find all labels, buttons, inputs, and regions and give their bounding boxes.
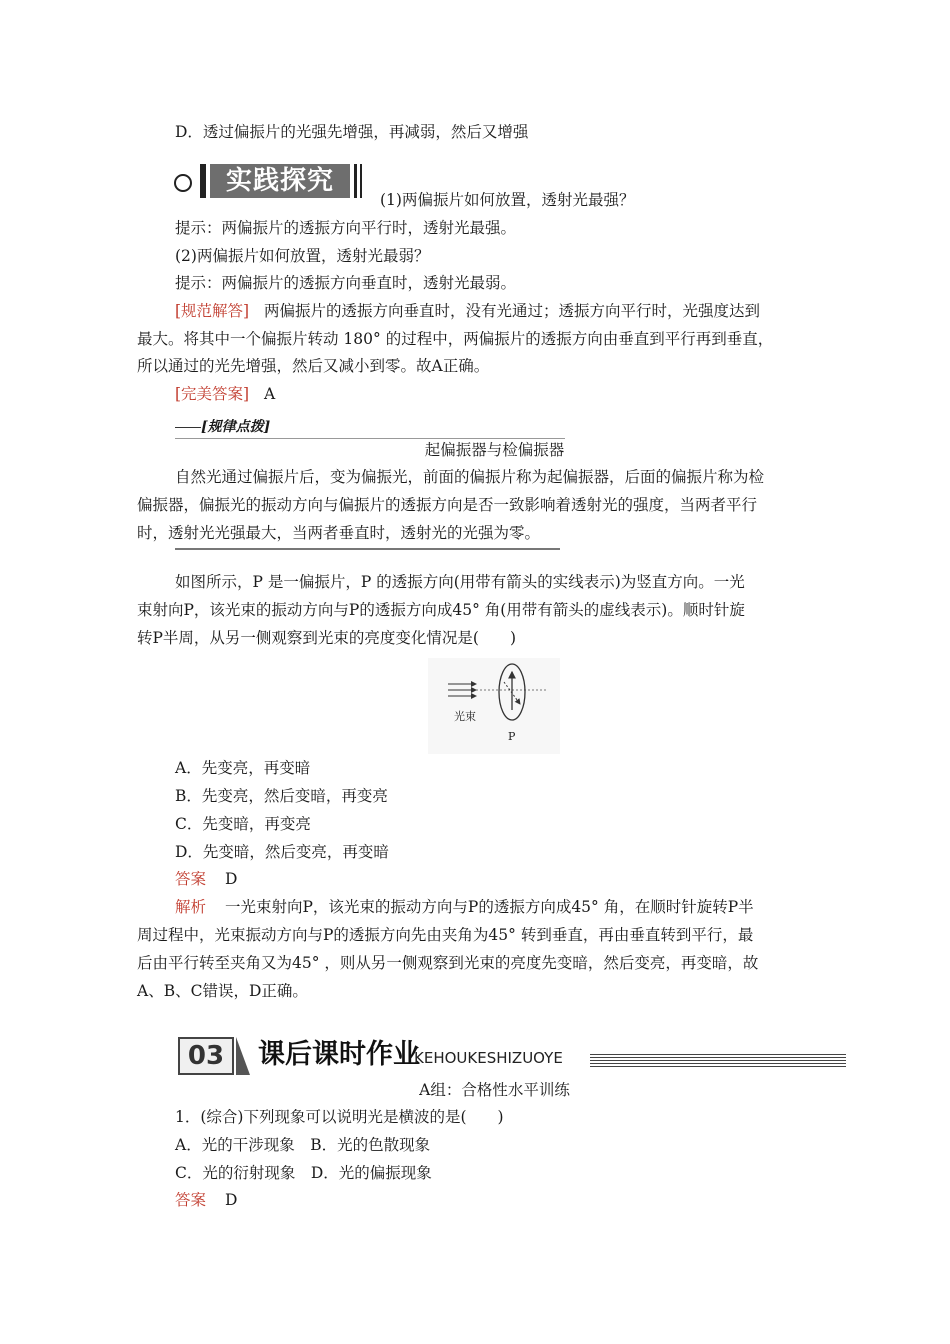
polarizer-diagram (428, 658, 560, 754)
header-underline (175, 438, 565, 439)
perfect-answer-tag: [完美答案] (175, 385, 250, 403)
group-a-q1: 1．(综合)下列现象可以说明光是横波的是( ) (175, 1108, 504, 1126)
group-a-options-cd: C．光的衍射现象 D．光的偏振现象 (175, 1164, 432, 1182)
answer-value: D (224, 1191, 238, 1209)
rule-box-bottom-line (175, 548, 560, 550)
question-answer (175, 869, 237, 889)
rule-box-line1: 自然光通过偏振片后，变为偏振光，前面的偏振片称为起偏振器，后面的偏振片称为检 (175, 468, 765, 486)
question-line2: 束射向P，该光束的振动方向与P的透振方向成45° 角(用带有箭头的虚线表示)。顺时针旋 (137, 601, 745, 619)
analysis-tag: 解析 (175, 898, 207, 916)
option-d-previous: D．透过偏振片的光强先增强，再减弱，然后又增强 (175, 123, 529, 141)
standard-answer-tag: [规范解答] (175, 302, 250, 320)
perfect-answer-value: A (264, 385, 276, 403)
polarizer-figure (428, 658, 560, 754)
section-number: 03 (178, 1037, 234, 1075)
standard-answer-line2: 最大。将其中一个偏振片转动 180° 的过程中，两偏振片的透振方向由垂直到平行再到垂直， (137, 330, 774, 348)
analysis-line3: 后由平行转至夹角又为45° ，则从另一侧观察到光束的亮度先变暗，然后变亮，再变暗，故 (137, 954, 759, 972)
banner-rules (590, 1054, 846, 1068)
banner-bar (360, 164, 362, 198)
option-b: B．先变亮，然后变暗，再变亮 (175, 787, 388, 805)
slash-decoration (236, 1037, 250, 1075)
group-a-title: A组：合格性水平训练 (419, 1081, 570, 1099)
answer-tag: 答案 (175, 870, 207, 888)
question-line1: 如图所示，P 是一偏振片，P 的透振方向(用带有箭头的实线表示)为竖直方向。一光 (175, 573, 745, 591)
standard-answer-line3: 所以通过的光先增强，然后又减小到零。故A正确。 (137, 357, 490, 375)
homework-title: 课后课时作业 (258, 1039, 420, 1070)
analysis-line1 (175, 897, 754, 917)
option-c: C．先变暗，再变亮 (175, 815, 311, 833)
header-line (175, 427, 201, 428)
rule-box-title: 起偏振器与检偏振器 (424, 441, 565, 459)
analysis-line4: A、B、C错误，D正确。 (137, 982, 308, 1000)
practice-q2: (2)两偏振片如何放置，透射光最弱？ (175, 247, 430, 265)
rule-box-header (175, 416, 565, 438)
option-a: A．先变亮，再变暗 (175, 759, 311, 777)
homework-latin: KEHOUKESHIZUOYE (414, 1049, 563, 1067)
polarizer-label: P (508, 730, 516, 743)
group-a-options-ab: A．光的干涉现象 B．光的色散现象 (175, 1136, 431, 1154)
answer-value: D (224, 870, 238, 888)
standard-answer-text: 两偏振片的透振方向垂直时，没有光通过；透振方向平行时，光强度达到 (264, 302, 761, 320)
beam-label: 光束 (454, 710, 476, 723)
perfect-answer (175, 384, 275, 404)
rule-box-line3: 时，透射光光强最大，当两者垂直时，透射光的光强为零。 (137, 524, 541, 542)
analysis-text: 一光束射向P，该光束的振动方向与P的透振方向成45° 角，在顺时针旋转P半 (224, 898, 754, 916)
practice-a1: 提示：两偏振片的透振方向平行时，透射光最强。 (175, 219, 517, 237)
banner-bar (200, 164, 206, 198)
standard-answer-line1 (175, 301, 760, 321)
practice-a2: 提示：两偏振片的透振方向垂直时，透射光最弱。 (175, 274, 517, 292)
practice-q1: (1)两偏振片如何放置，透射光最强？ (380, 191, 635, 209)
practice-banner (172, 162, 372, 200)
rule-box-line2: 偏振器，偏振光的振动方向与偏振片的透振方向是否一致影响着透射光的强度，当两者平行 (137, 496, 758, 514)
banner-bar (354, 164, 357, 198)
option-d: D．先变暗，然后变亮，再变暗 (175, 843, 389, 861)
group-a-answer (175, 1190, 237, 1210)
answer-tag: 答案 (175, 1191, 207, 1209)
homework-banner (178, 1034, 846, 1076)
analysis-line2: 周过程中，光束振动方向与P的透振方向先由夹角为45° 转到垂直，再由垂直转到平行，最 (137, 926, 754, 944)
practice-banner-title: 实践探究 (210, 164, 350, 198)
circle-icon (174, 174, 192, 192)
question-line3: 转P半周，从另一侧观察到光束的亮度变化情况是( ) (137, 629, 517, 647)
rule-box-label: [规律点拨] (201, 419, 271, 435)
